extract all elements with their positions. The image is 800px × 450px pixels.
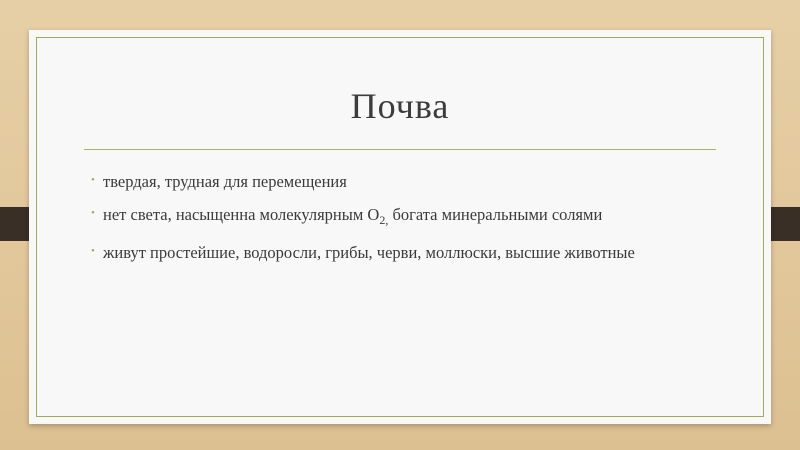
bullet-item xyxy=(91,171,721,193)
bullet-marker-icon: • xyxy=(91,245,95,257)
bullet-text: нет света, насыщенна молекулярным O xyxy=(103,205,380,224)
bullet-marker-icon: • xyxy=(91,207,95,219)
bullet-text-cont: богата минеральными солями xyxy=(388,205,603,224)
bullet-text: твердая, трудная для перемещения xyxy=(103,172,347,191)
subscript: 2, xyxy=(379,213,389,227)
bullet-item xyxy=(91,204,721,231)
title-divider xyxy=(84,149,716,150)
slide-card xyxy=(29,30,771,424)
bullet-text: живут простейшие, водоросли, грибы, черви, моллюски, высшие животные xyxy=(103,243,635,262)
bullet-item xyxy=(91,242,721,264)
slide-title: Почва xyxy=(350,86,450,126)
bullet-list xyxy=(91,171,721,275)
bullet-marker-icon: • xyxy=(91,174,95,186)
